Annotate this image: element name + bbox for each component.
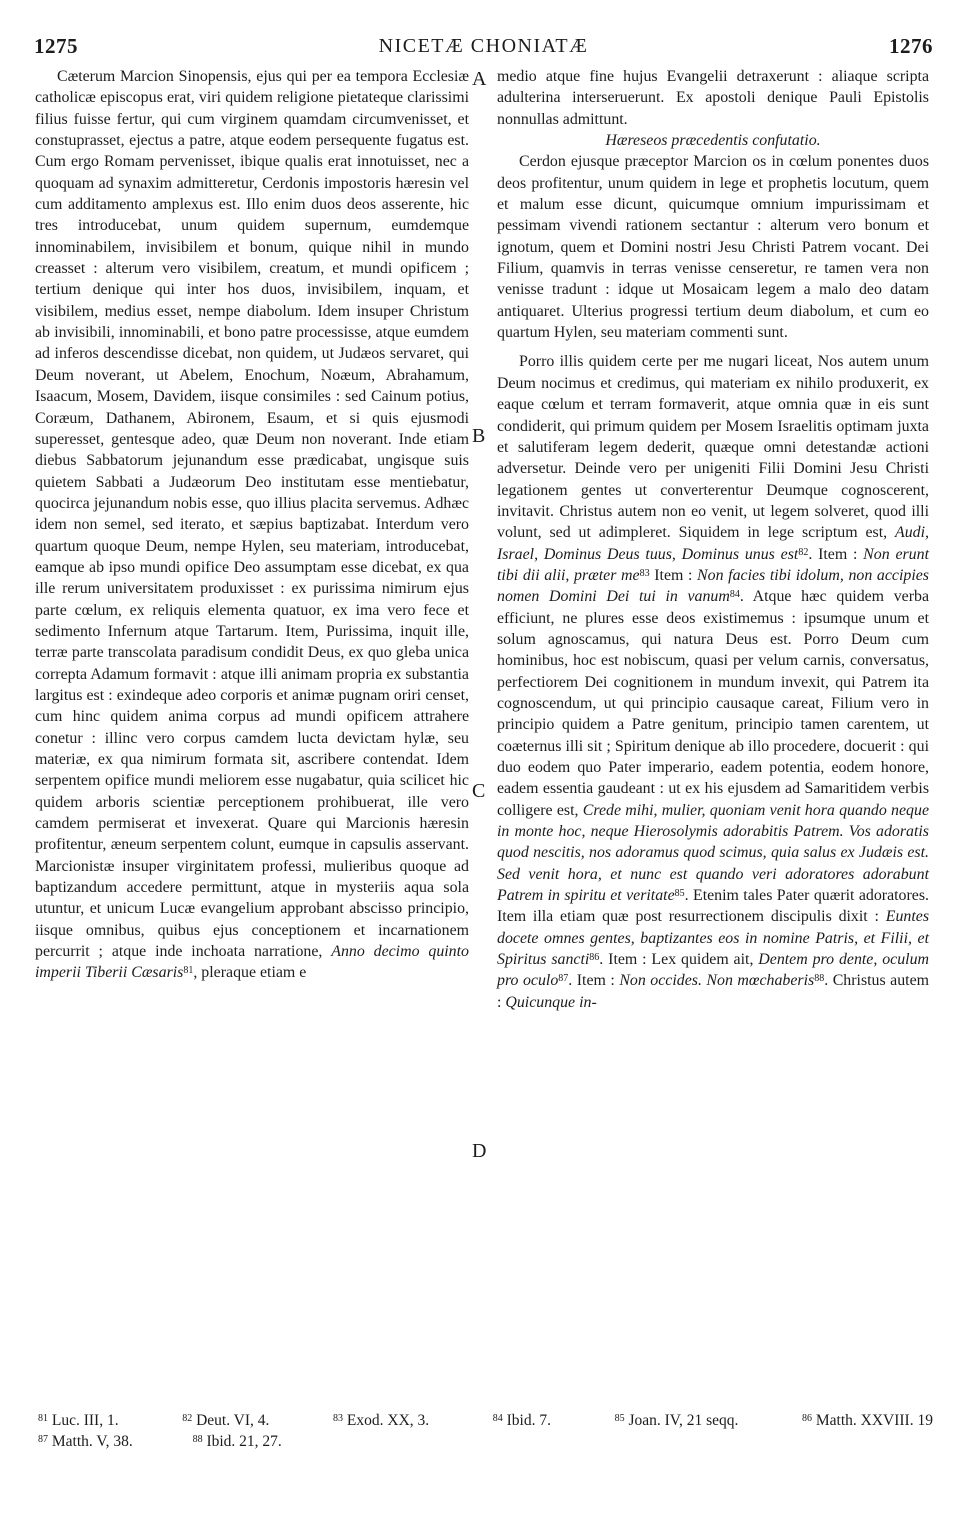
footnote-ref: 87: [558, 973, 569, 985]
footnote-ref: 83: [639, 567, 650, 579]
footnote-text: Ibid. 7.: [506, 1412, 551, 1429]
footnote: [802, 1410, 933, 1431]
footnote-number: 84: [492, 1413, 503, 1424]
footnote-ref: 84: [729, 589, 740, 601]
scripture-quote: Non facies tibi idolum, non accipies nomen Domini Dei tui in vanum: [497, 566, 929, 606]
footnote-ref: 82: [798, 546, 809, 558]
footnote-number: 82: [182, 1413, 193, 1424]
running-title: NICETÆ CHONIATÆ: [378, 35, 589, 57]
scripture-quote: Non occides. Non mœchaberis: [619, 972, 815, 990]
footnote-text: Matth. XXVIII. 19: [815, 1412, 933, 1429]
page-number-right: 1276: [889, 34, 933, 58]
right-column: [497, 66, 929, 1013]
footnote: [615, 1410, 739, 1431]
paragraph-text: . Etenim tales Pater quærit adoratores. Item illa etiam quæ post resurrectionem discipulis dixit :: [497, 887, 930, 926]
footnote-number: 87: [38, 1434, 48, 1445]
paragraph-text: , pleraque etiam e: [193, 964, 307, 982]
footnote: [193, 1433, 310, 1450]
footnote-text: Ibid. 21, 27.: [206, 1433, 282, 1450]
footnote-number: 88: [192, 1434, 203, 1445]
paragraph-text: . Item :: [568, 972, 620, 990]
scripture-quote: Dentem pro dente, oculum pro oculo: [497, 951, 929, 990]
paragraph: medio atque fine hujus Evangelii detraxerunt : aliaque scripta adulterina interseruerunt. Ex apostoli denique Pauli Epistolis nonnullas admittunt.: [497, 68, 929, 128]
footnote-number: 86: [802, 1413, 812, 1424]
footnote-ref: 85: [674, 888, 685, 900]
footnote-text: Deut. VI, 4.: [196, 1412, 270, 1429]
page-header: [34, 34, 933, 62]
margin-marker-b: B: [472, 425, 486, 447]
footnote-ref: 81: [183, 965, 194, 977]
footnotes: [38, 1410, 933, 1452]
footnote: [493, 1410, 551, 1431]
paragraph-text: . Atque hæc quidem verba efficiunt, ne plures esse deos existimemus : ipsumque unum et solum agnoscamus, qui natura Deus est. Porro Deum cum hominibus, hoc est nobiscum, quasi per velum carnis, conversatus, perfectiorem Dei cognitionem in mundum invexit, qui Patrem ita cognoscendum, ut qui principio causaque careat, Filium vero in principio quidem a Patre genitum, principio tamen carentem, ut coæternus illi sit ; Spiritum denique ab illo procedere, docuerit : qui duo eodem quo Pater imperario, eadem potentia, eodem honore, eadem essentia gaudeant : ut ex his ejusdem ad Samaritidem verbis colligere est,: [497, 588, 930, 819]
paragraph: [35, 66, 469, 984]
footnote-row: [38, 1410, 933, 1431]
paragraph-text: Cæterum Marcion Sinopensis, ejus qui per ea tempora Ecclesiæ catholicæ episcopus erat, viri quidem religione pietateque clarissimi filius fuisse fertur, qui cum virginem quamdam circumvenisset, et constuprasset, ejectus a patre, atque eodem persequente fugatus est. Cum ergo Romam pervenisset, ibique qualis erat innotuisset, nec a quoquam ad synaxim admitteretur, Cerdonis impostoris hæresin vel cum additamento amplexus est. Illo enim duos deos asserente, hic tres introducebat, unum quidem supernum, eumdemque innominabilem, invisibilem et bonum, quique nihil in mundo creasset : alterum vero visibilem, creatum, et mundi opificem ; tertium denique qui inter hos duos, invisibilem, inquam, et visibilem, medius esset, nempe diabolum. Idem insuper Christum ab invisibili, innominabili, et bono patre processisse, atque eumdem ad inferos descendisse dicebat, non quidem, ut Judæos servaret, qui Deum noverant, ut Abelem, Enochum, Noæum, Abrahamum, Isaacum, Mosem, Davidem, iisque consimiles : sed Cainum potius, Coræum, Dathanem, Abironem, Esaum, et si quis ejusmodi superesset, gentesque adeo, quæ Deum non noverant. Inde etiam diebus Sabbatorum jejunandum esse prædicabat, ungisque suis quietem Sabbati a Judæorum Deo institutam esse mentiebatur, quocirca jejunandum nobis esse, quo illius placita servemus. Adhæc idem non semel, sed iterato, et sæpius baptizabat. Interdum vero quartum quoque Deum, nempe Hylen, seu materiam, introducebat, eamque ab ipso mundi opifice Deo assumptam esse dicebat, ex qua ille rerum universitatem produxisset : ex purissima nimirum ejus parte cœlum, ex reliquis elementa quatuor, ex ima vero fece et sedimento Infernum atque Tartarum. Item, Purissima, inquit ille, terræ parte transcolata paradisum condidit Deus, ex quo gleba unica correpta Adamum formavit : atque illi animam propria ex substantia largitus est : exindeque adeo corporis et animæ pugnam oriri censet, cum hinc quidem anima corpus ad mundi opificem attrahere conetur : illinc vero corpus camdem lucta devictam hylæ, seu materiæ, ex qua nimirum formata sit, ascribere contendat. Idem serpentem opifice mundi meliorem esse nugabatur, quia scilicet hic quidem arboris scientiæ perceptionem prohibuerat, ille vero camdem permiserat et invexerat. Quare qui Marcionis hæresin profitentur, æneum serpentem colunt, eumque in capsulis asservant. Marcionistæ insuper virginitatem professi, mulieribus quoque ad baptizandum accedere permittunt, atque in mysteriis aqua sola utuntur, et unicum Lucæ evangelium approbant abscisso principio, iisque omnibus, quibus ejus conceptionem et incarnationem percurrit ; atque inde inchoata narratione,: [35, 68, 469, 961]
scripture-quote: Euntes docete omnes gentes, baptizantes eos in nomine Patris, et Filii, et Spiritus sancti: [497, 908, 929, 969]
footnote-text: Matth. V, 38.: [51, 1433, 133, 1450]
scripture-quote: Non erunt tibi dii alii, præter me: [497, 545, 929, 584]
scripture-quote: Anno decimo quinto imperii Tiberii Cæsaris: [35, 943, 469, 982]
margin-marker-a: A: [472, 68, 487, 90]
footnote-text: Luc. III, 1.: [51, 1412, 119, 1429]
footnote: [38, 1410, 119, 1431]
footnote-ref: 88: [814, 973, 825, 985]
footnote: [182, 1410, 269, 1431]
paragraph-text: . Christus autem :: [497, 972, 929, 1011]
section-heading: Hæreseos præcedentis confutatio.: [605, 132, 821, 150]
footnote-text: Joan. IV, 21 seqq.: [628, 1412, 739, 1429]
footnote: [38, 1433, 161, 1450]
footnote-number: 83: [333, 1413, 344, 1424]
margin-marker-d: D: [472, 1140, 487, 1162]
left-column: [35, 66, 469, 984]
footnote-text: Exod. XX, 3.: [346, 1412, 430, 1429]
paragraph-text: . Item :: [808, 545, 864, 563]
paragraph: [497, 351, 929, 1013]
footnote-ref: 86: [589, 952, 600, 964]
margin-marker-c: C: [472, 780, 486, 802]
footnote: [333, 1410, 429, 1431]
scripture-quote: Quicunque in-: [505, 993, 597, 1011]
page-number-left: 1275: [34, 34, 78, 58]
footnote-number: 81: [38, 1413, 48, 1424]
scripture-quote: Crede mihi, mulier, quoniam venit hora quando neque in monte hoc, neque Hierosolymis adorabitis Patrem. Vos adoratis quod nescitis, nos adoramus quod scimus, quia salus ex Judæis est. Sed venit hora, et nunc est quando veri adoratores adorabunt Patrem in spiritu et veritate: [497, 801, 929, 905]
footnote-number: 85: [614, 1413, 625, 1424]
scripture-quote: Audi, Israel, Dominus Deus tuus, Dominus unus est: [497, 524, 929, 563]
footnote-row: [38, 1431, 933, 1452]
paragraph-text: Porro illis quidem certe per me nugari liceat, Nos autem unum Deum nocimus et credimus, qui materiam ex nihilo produxerit, ex eaque cœlum et terram formaverit, atque omnia quæ in eis sunt condiderit, qui primum quidem per Mosem Israelitis optimam juxta et salutiferam legem dederit, quæque omni detestandæ actioni adversetur. Deinde vero per unigeniti Filii Domini Jesu Christi legationem gentes ut converterentur Deumque cognoscerent, invitavit. Christus autem non eo venit, ut legem solveret, quod illi volunt, sed ut adimpleret. Siquidem in lege scriptum est,: [497, 353, 929, 542]
paragraph: Cerdon ejusque præceptor Marcion os in cœlum ponentes duos deos profitentur, unum quidem in lege et prophetis locutum, quem et malum esse dicunt, quicumque omnium impurissimam et pessimam vivendi rationem sectantur : alterum vero bonum et ignotum, quem et Domini nostri Jesu Christi Patrem vocant. Dei Filium, quamvis in terras venisse censeretur, re tamen vera non venisse tradunt : idque ut Mosaicam legem a malo deo datam antiquaret. Ulterius progressi tertium deum diabolum, et cum eo quartum Hylen, seu materiam commenti sunt.: [497, 153, 929, 342]
paragraph-text: Item :: [649, 566, 698, 584]
paragraph-text: . Item : Lex quidem ait,: [599, 951, 759, 969]
